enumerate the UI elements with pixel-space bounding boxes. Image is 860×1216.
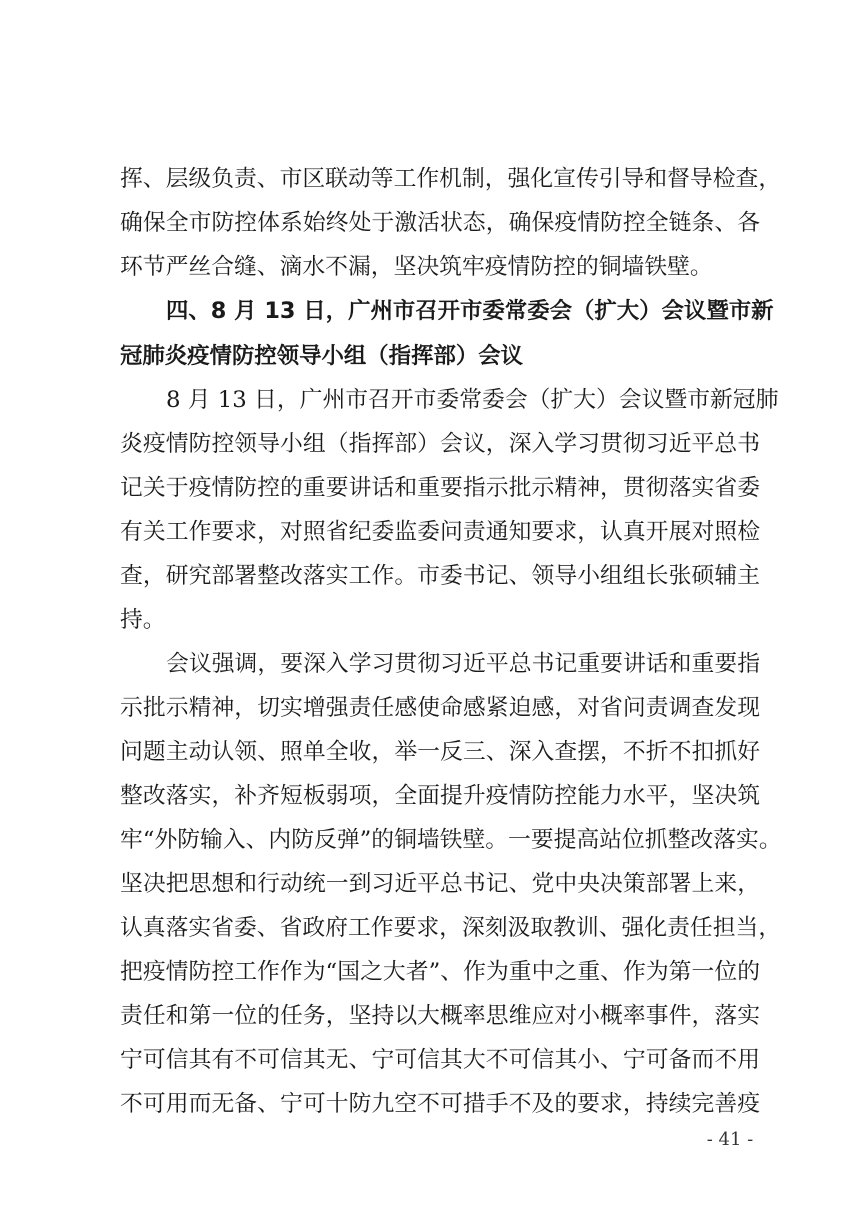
- paragraph-line: 问题主动认领、照单全收，举一反三、深入查摆，不折不扣抓好: [120, 739, 760, 765]
- paragraph-line: 责任和第一位的任务，坚持以大概率思维应对小概率事件，落实: [120, 1003, 760, 1029]
- paragraph-line: 牢“外防输入、内防反弹”的铜墙铁壁。一要提高站位抓整改落实。: [120, 827, 782, 853]
- page-number: - 41 -: [706, 1129, 754, 1150]
- paragraph-line: 有关工作要求，对照省纪委监委问责通知要求，认真开展对照检: [120, 519, 760, 545]
- paragraph-line: 坚决把思想和行动统一到习近平总书记、党中央决策部署上来，: [120, 871, 760, 897]
- section-heading: 冠肺炎疫情防控领导小组（指挥部）会议: [120, 343, 524, 369]
- paragraph-line: 持。: [120, 607, 166, 633]
- section-heading: 四、8 月 13 日，广州市召开市委常委会（扩大）会议暨市新: [166, 298, 774, 324]
- paragraph-line: 炎疫情防控领导小组（指挥部）会议，深入学习贯彻习近平总书: [120, 431, 760, 457]
- paragraph-line: 8 月 13 日，广州市召开市委常委会（扩大）会议暨市新冠肺: [166, 387, 779, 413]
- paragraph-line: 整改落实，补齐短板弱项，全面提升疫情防控能力水平，坚决筑: [120, 783, 760, 809]
- paragraph-line: 会议强调，要深入学习贯彻习近平总书记重要讲话和重要指: [166, 651, 760, 677]
- paragraph-line: 确保全市防控体系始终处于激活状态，确保疫情防控全链条、各: [120, 210, 760, 236]
- paragraph-line: 认真落实省委、省政府工作要求，深刻汲取教训、强化责任担当，: [120, 915, 782, 941]
- paragraph-line: 宁可信其有不可信其无、宁可信其大不可信其小、宁可备而不用: [120, 1047, 760, 1073]
- paragraph-line: 查，研究部署整改落实工作。市委书记、领导小组组长张硕辅主: [120, 563, 760, 589]
- paragraph-line: 记关于疫情防控的重要讲话和重要指示批示精神，贯彻落实省委: [120, 475, 760, 501]
- paragraph-line: 示批示精神，切实增强责任感使命感紧迫感，对省问责调查发现: [120, 695, 760, 721]
- paragraph-line: 不可用而无备、宁可十防九空不可措手不及的要求，持续完善疫: [120, 1091, 760, 1117]
- paragraph-line: 挥、层级负责、市区联动等工作机制，强化宣传引导和督导检查，: [120, 166, 782, 192]
- paragraph-line: 把疫情防控工作作为“国之大者”、作为重中之重、作为第一位的: [120, 959, 760, 985]
- paragraph-line: 环节严丝合缝、滴水不漏，坚决筑牢疫情防控的铜墙铁壁。: [120, 254, 713, 280]
